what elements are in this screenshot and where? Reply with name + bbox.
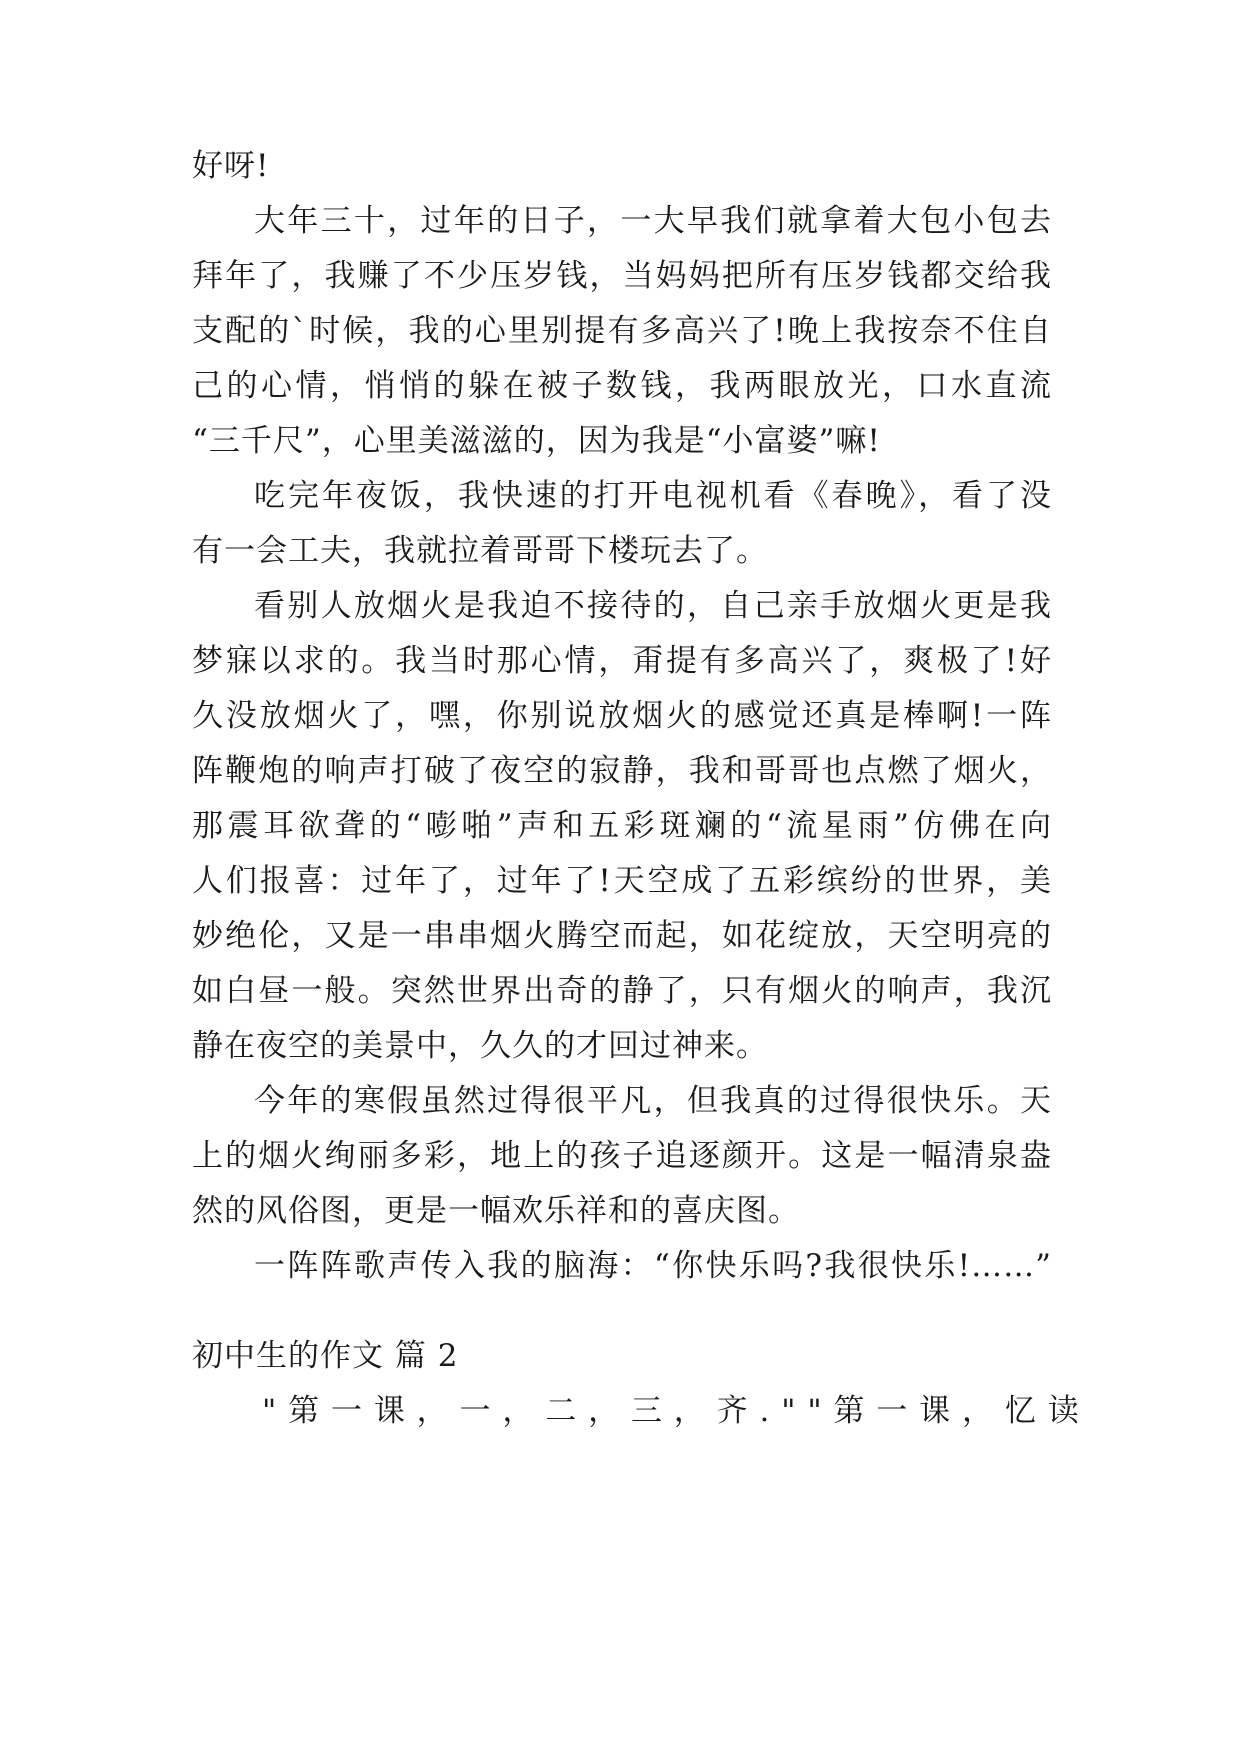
paragraph-line: 久没放烟火了，嘿，你别说放烟火的感觉还真是棒啊!一阵 (192, 698, 1052, 734)
paragraph-line: 吃完年夜饭，我快速的打开电视机看《春晚》，看了没 (254, 478, 1052, 514)
paragraph-line: 如白昼一般。突然世界出奇的静了，只有烟火的响声，我沉 (192, 973, 1052, 1009)
paragraph-line: 那震耳欲聋的“嘭啪”声和五彩斑斓的“流星雨”仿佛在向 (192, 808, 1052, 844)
paragraph-line: 今年的寒假虽然过得很平凡，但我真的过得很快乐。天 (254, 1083, 1052, 1119)
paragraph-line: “三千尺”，心里美滋滋的，因为我是“小富婆”嘛! (192, 423, 881, 459)
paragraph-line: 静在夜空的美景中，久久的才回过神来。 (192, 1028, 768, 1064)
paragraph-line: 好呀! (192, 148, 270, 184)
paragraph-line: 看别人放烟火是我迫不接待的，自己亲手放烟火更是我 (254, 588, 1052, 624)
paragraph-line: 一阵阵歌声传入我的脑海：“你快乐吗?我很快乐!……” (254, 1248, 1052, 1284)
paragraph-line: 大年三十，过年的日子，一大早我们就拿着大包小包去 (254, 203, 1052, 239)
paragraph-line: 人们报喜：过年了，过年了!天空成了五彩缤纷的世界，美 (192, 863, 1052, 899)
section-heading: 初中生的作文 篇 2 (192, 1338, 459, 1374)
paragraph-line: 妙绝伦，又是一串串烟火腾空而起，如花绽放，天空明亮的 (192, 918, 1052, 954)
paragraph-line: 然的风俗图，更是一幅欢乐祥和的喜庆图。 (192, 1193, 800, 1229)
paragraph-line: 梦寐以求的。我当时那心情，甭提有多高兴了，爽极了!好 (192, 643, 1052, 679)
paragraph-line: 有一会工夫，我就拉着哥哥下楼玩去了。 (192, 533, 768, 569)
paragraph-line: " 第 一 课 ， 一 ， 二 ， 三 ， 齐 . " " 第 一 课 ， 忆 读 (262, 1393, 1080, 1429)
paragraph-line: 阵鞭炮的响声打破了夜空的寂静，我和哥哥也点燃了烟火， (192, 753, 1052, 789)
paragraph-line: 支配的`时候，我的心里别提有多高兴了!晚上我按奈不住自 (192, 313, 1052, 349)
paragraph-line: 上的烟火绚丽多彩，地上的孩子追逐颜开。这是一幅清泉盎 (192, 1138, 1052, 1174)
paragraph-line: 己的心情，悄悄的躲在被子数钱，我两眼放光，口水直流 (192, 368, 1052, 404)
paragraph-line: 拜年了，我赚了不少压岁钱，当妈妈把所有压岁钱都交给我 (192, 258, 1052, 294)
